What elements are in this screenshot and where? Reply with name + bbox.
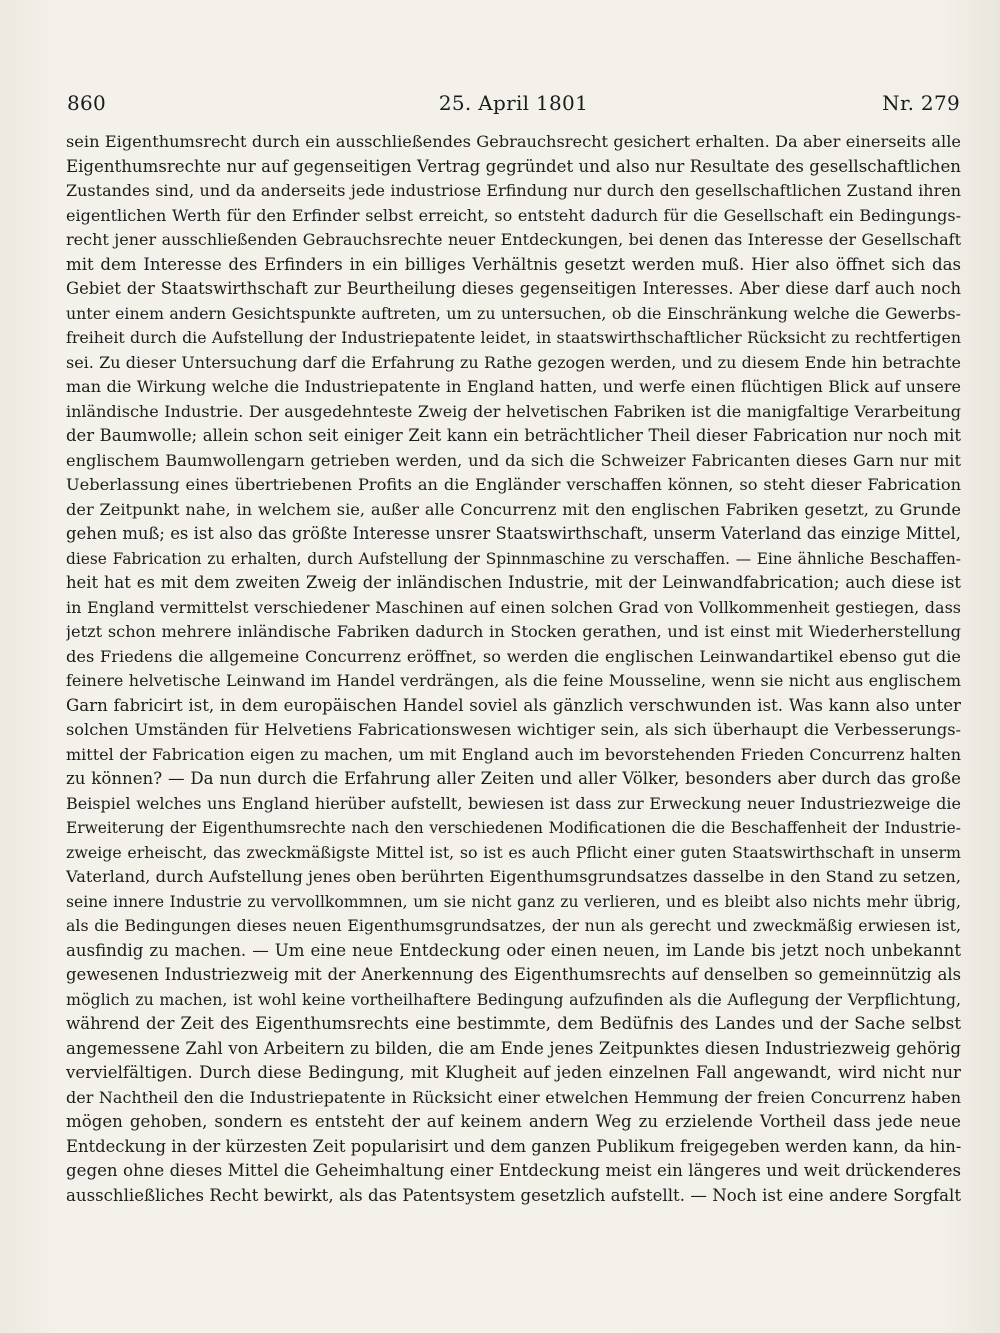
text-line: unter einem andern Gesichtspunkte auftreten, um zu untersuchen, ob die Einschränkung welche die Gewerbs- — [66, 303, 961, 323]
text-line: mit dem Interesse des Erfinders in ein billiges Verhältnis gesetzt werden muß. Hier also öffnet sich das — [66, 254, 961, 274]
text-line: man die Wirkung welche die Industriepatente in England hatten, und werfe einen flüchtigen Blick auf unsere — [66, 377, 961, 396]
text-line: zweige erheischt, das zweckmäßigste Mittel ist, so ist es auch Pflicht einer guten Staatswirthschaft in unserm — [66, 842, 961, 862]
text-line: ausschließliches Recht bewirkt, als das Patentsystem gesetzlich aufstellt. — Noch ist eine andere Sorgfalt — [66, 1185, 961, 1205]
text-line: Ueberlassung eines übertriebenen Profits an die Engländer verschaffen können, so steht dieser Fabrication — [66, 475, 961, 494]
text-line: heit hat es mit dem zweiten Zweig der inländischen Industrie, mit der Leinwandfabrication; auch diese ist — [66, 573, 961, 592]
text-line: der Zeitpunkt nahe, in welchem sie, außer alle Concurrenz mit den englischen Fabriken gesetzt, zu Grunde — [66, 499, 961, 519]
text-line: der Baumwolle; allein schon seit einiger Zeit kann ein beträchtlicher Theil dieser Fabrication nur noch mit — [66, 426, 961, 445]
text-line: Zustandes sind, und da anderseits jede industriose Erfindung nur durch den gesellschaftlichen Zustand ihren — [66, 181, 961, 200]
text-line: feinere helvetische Leinwand im Handel verdrängen, als die feine Mousseline, wenn sie nicht aus englischem — [66, 671, 961, 690]
text-line: diese Fabrication zu erhalten, durch Aufstellung der Spinnmaschine zu verschaffen. — Eine ähnliche Beschaffen- — [66, 549, 961, 568]
text-line: Erweiterung der Eigenthumsrechte nach den verschiedenen Modificationen die die Beschaffenheit der Industrie- — [66, 819, 961, 837]
text-line: als die Bedingungen dieses neuen Eigenthumsgrundsatzes, der nun als gerecht und zweckmäßig erwiesen ist, — [66, 916, 961, 935]
text-line: in England vermittelst verschiedener Maschinen auf einen solchen Grad von Vollkommenheit gestiegen, dass — [66, 597, 961, 617]
text-line: Vaterland, durch Aufstellung jenes oben berührten Eigenthumsgrundsatzes dasselbe in den Stand zu setzen, — [66, 867, 961, 886]
text-line: solchen Umständen für Helvetiens Fabricationswesen wichtiger sein, als sich überhaupt die Verbesserungs- — [66, 720, 961, 739]
text-line: englischem Baumwollengarn getrieben werden, und da sich die Schweizer Fabricanten dieses Garn nur mit — [66, 450, 961, 470]
text-line: Gebiet der Staatswirthschaft zur Beurtheilung dieses gegenseitigen Interesses. Aber diese darf auch noch — [66, 279, 961, 298]
text-line: Entdeckung in der kürzesten Zeit popularisirt und dem ganzen Publikum freigegeben werden kann, da hin- — [66, 1136, 961, 1156]
text-line: seine innere Industrie zu vervollkommnen, um sie nicht ganz zu verlieren, und es bleibt also nichts mehr übrig, — [66, 892, 961, 911]
text-line: jetzt schon mehrere inländische Fabriken dadurch in Stocken gerathen, und ist einst mit Wiederherstellung — [66, 622, 961, 641]
text-line: Beispiel welches uns England hierüber aufstellt, bewiesen ist dass zur Erweckung neuer Industriezweige die — [66, 793, 961, 813]
text-line: inländische Industrie. Der ausgedehnteste Zweig der helvetischen Fabriken ist die manigfaltige Verarbeitung — [66, 401, 961, 421]
issue-number: Nr. 279 — [882, 91, 960, 115]
page-date: 25. April 1801 — [438, 91, 589, 115]
body-text — [66, 130, 961, 1208]
text-line: eigentlichen Werth für den Erfinder selbst erreicht, so entsteht dadurch für die Gesellschaft ein Bedingungs- — [66, 205, 961, 225]
text-line: gewesenen Industriezweig mit der Anerkennung des Eigenthumsrechts auf denselben so gemeinnützig als — [66, 965, 961, 984]
text-line: mittel der Fabrication eigen zu machen, um mit England auch im bevorstehenden Frieden Concurrenz halten — [66, 744, 961, 764]
text-line: sein Eigenthumsrecht durch ein ausschließendes Gebrauchsrecht gesichert erhalten. Da aber einerseits alle — [66, 132, 961, 151]
text-line: freiheit durch die Aufstellung der Industriepatente leidet, in staatswirthschaftlicher Rücksicht zu rechtfertigen — [66, 328, 961, 347]
page-header — [67, 88, 960, 118]
text-line: Garn fabricirt ist, in dem europäischen Handel soviel als gänzlich verschwunden ist. Was kann also unter — [66, 695, 961, 715]
text-line: der Nachtheil den die Industriepatente in Rücksicht einer etwelchen Hemmung der freien Concurrenz haben — [66, 1087, 961, 1107]
text-line: gehen muß; es ist also das größte Interesse unsrer Staatswirthschaft, unserm Vaterland das einzige Mittel, — [66, 524, 961, 543]
text-line: vervielfältigen. Durch diese Bedingung, mit Klugheit auf jeden einzelnen Fall angewandt, wird nicht nur — [66, 1063, 961, 1082]
text-line: zu können? — Da nun durch die Erfahrung aller Zeiten und aller Völker, besonders aber durch das große — [66, 769, 961, 788]
text-line: recht jener ausschließenden Gebrauchsrechte neuer Entdeckungen, bei denen das Interesse der Gesellschaft — [66, 230, 961, 249]
page-number: 860 — [67, 91, 107, 115]
text-line: während der Zeit des Eigenthumsrechts eine bestimmte, dem Bedüfnis des Landes und der Sache selbst — [66, 1014, 961, 1033]
text-line: angemessene Zahl von Arbeitern zu bilden, die am Ende jenes Zeitpunktes diesen Industriezweig gehörig — [66, 1038, 961, 1058]
text-line: sei. Zu dieser Untersuchung darf die Erfahrung zu Rathe gezogen werden, und zu diesem Ende hin betrachte — [66, 352, 961, 372]
text-line: gegen ohne dieses Mittel die Geheimhaltung einer Entdeckung meist ein längeres und weit drückenderes — [66, 1161, 961, 1180]
text-line: ausfindig zu machen. — Um eine neue Entdeckung oder einen neuen, im Lande bis jetzt noch unbekannt — [66, 940, 961, 960]
text-line: Eigenthumsrechte nur auf gegenseitigen Vertrag gegründet und also nur Resultate des gesellschaftlichen — [66, 156, 961, 176]
text-line: möglich zu machen, ist wohl keine vortheilhaftere Bedingung aufzufinden als die Auflegung der Verpflichtung, — [66, 989, 961, 1009]
text-line: mögen gehoben, sondern es entsteht der auf keinem andern Weg zu erzielende Vortheil dass jede neue — [66, 1112, 961, 1131]
text-line: des Friedens die allgemeine Concurrenz eröffnet, so werden die englischen Leinwandartikel ebenso gut die — [66, 646, 961, 666]
